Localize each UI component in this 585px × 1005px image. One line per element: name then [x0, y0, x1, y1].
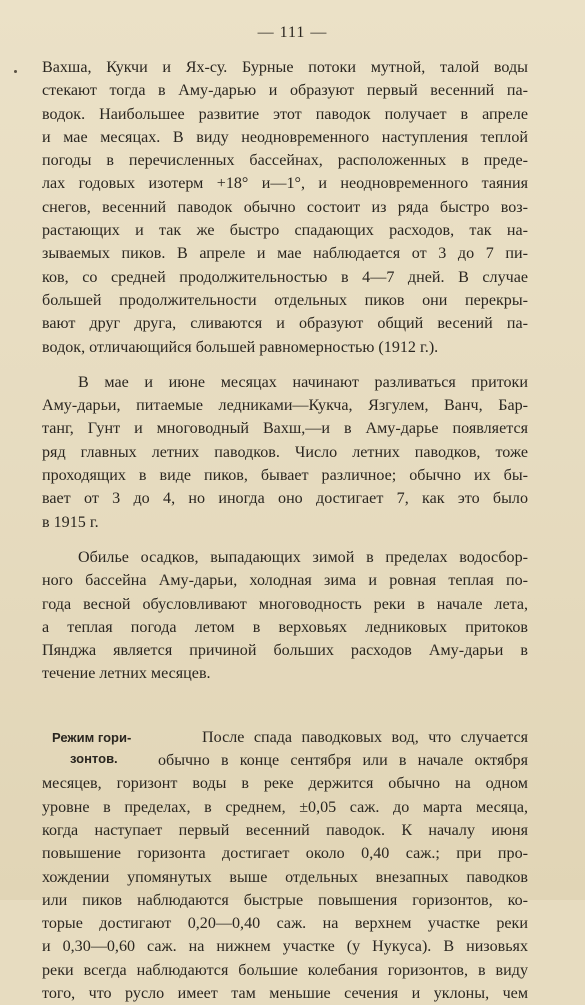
text-line: уровне в пределах, в среднем, ±0,05 саж. до марта месяца, [42, 798, 528, 816]
text-line: обычно в конце сентября или в начале октября [158, 752, 528, 770]
text-line: ков, со средней продолжительностью в 4—7 дней. В случае [42, 268, 528, 286]
text-line: Пянджа является причиной больших расходов Аму-дарьи в [42, 642, 528, 660]
text-line: вают друг друга, сливаются и образуют общий весений па- [42, 315, 528, 333]
text-line: стекают тогда в Аму-дарью и образуют первый весенний па- [42, 82, 528, 100]
section-body [42, 772, 528, 1005]
text-line: После спада паводковых вод, что случается [202, 728, 528, 746]
paragraph-summer-floods [42, 371, 528, 534]
text-line: и мае месяцах. В виду неодновременного наступления теплой [42, 128, 528, 146]
text-line: а теплая погода летом в верховьях ледниковых притоков [42, 618, 528, 636]
text-line: танг, Гунт и многоводный Вахш,—и в Аму-дарье появляется [42, 420, 528, 438]
paragraph-precipitation [42, 546, 528, 686]
text-line: Вахша, Кукчи и Ях-су. Бурные потоки мутной, талой воды [42, 59, 528, 76]
text-line: снегов, весенний паводок обычно состоит из ряда быстро воз- [42, 198, 528, 216]
heading-line: Режим гори- [52, 729, 132, 745]
paragraph-spring-flood [42, 56, 528, 359]
text-line: водок. Наибольшее развитие этот паводок получает в апреле [42, 105, 528, 123]
section-gap [42, 686, 528, 726]
paragraph-gap [42, 534, 528, 546]
text-line: лах годовых изотерм +18° и—1°, и неодновременного таяния [42, 175, 528, 193]
text-line: ного бассейна Аму-дарьи, холодная зима и ровная теплая по- [42, 572, 528, 590]
text-line: повышение горизонта достигает около 0,40 саж.; при про- [42, 845, 528, 863]
text-line: течение летних месяцев. [42, 665, 211, 683]
text-line: В мае и июне месяцах начинают разливаться притоки [78, 373, 528, 391]
marginal-heading [52, 727, 162, 769]
paragraph-gap [42, 359, 528, 371]
text-line: вает от 3 до 4, но иногда оно достигает 7, как это было [42, 490, 528, 508]
text-line: проходящих в виде пиков, бывает различное; обычно их бы- [42, 467, 528, 485]
text-line: погоды в перечисленных бассейнах, расположенных в преде- [42, 152, 528, 170]
page-body [42, 56, 528, 1005]
text-line: месяцев, горизонт воды в реке держится обычно на одном [42, 775, 528, 793]
text-line: Обилье осадков, выпадающих зимой в пределах водосбор- [78, 548, 528, 566]
text-line: зываемых пиков. В апреле и мае наблюдается от 3 до 7 пи- [42, 245, 528, 263]
ink-speck [14, 70, 17, 73]
text-line: Аму-дарьи, питаемые ледниками—Кукча, Язгулем, Ванч, Бар- [42, 397, 528, 415]
heading-line: зонтов. [70, 750, 118, 766]
text-line: реки всегда наблюдаются большие колебания горизонтов, в виду [42, 961, 528, 979]
text-line: в 1915 г. [42, 513, 99, 531]
text-line: или пиков наблюдаются быстрые повышения горизонтов, ко- [42, 891, 528, 909]
text-line: когда наступает первый весенний паводок. К началу июня [42, 821, 528, 839]
section-water-level-regime [42, 726, 528, 1005]
text-line: того, что русло имеет там меньшие сечения и уклоны, чем [42, 984, 528, 1002]
text-line: хождении упомянутых выше отдельных внезапных паводков [42, 868, 528, 886]
text-line: торые достигают 0,20—0,40 саж. на верхнем участке реки [42, 915, 528, 933]
text-line: года весной обусловливают многоводность реки в начале лета, [42, 595, 528, 613]
text-line: водок, отличающийся большей равномерностью (1912 г.). [42, 338, 439, 356]
page-number: — 111 — [257, 24, 328, 41]
text-line: растающих и так же быстро спадающих расходов, так на- [42, 222, 528, 240]
text-line: ряд главных летних паводков. Число летних паводков, тоже [42, 443, 528, 461]
text-line: большей продолжительности отдельных пиков они перекры- [42, 291, 528, 309]
text-line: и 0,30—0,60 саж. на нижнем участке (у Нукуса). В низовьях [42, 938, 528, 956]
